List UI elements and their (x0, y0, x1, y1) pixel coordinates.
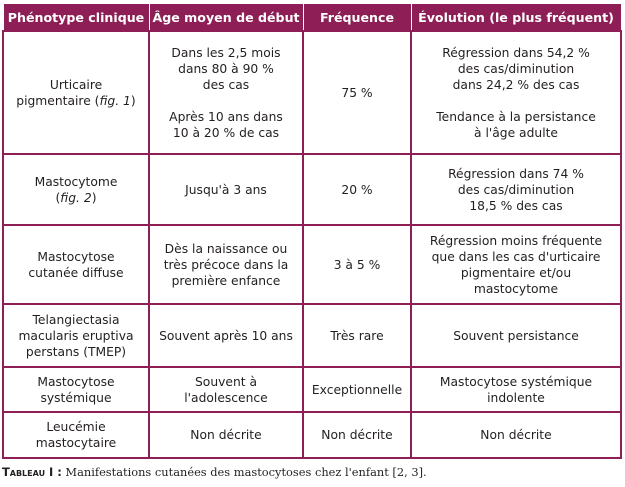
table-row (3, 367, 621, 412)
table-caption (2, 465, 427, 479)
cell-phenotype: Telangiectasia macularis eruptiva perstans (TMEP) (3, 304, 149, 367)
cell-phenotype: Leucémie mastocytaire (3, 412, 149, 458)
cell-phenotype: Mastocytose cutanée diffuse (3, 225, 149, 304)
cell-age: Dans les 2,5 mois dans 80 à 90 % des cas Après 10 ans dans 10 à 20 % de cas (149, 31, 303, 154)
header-phenotype: Phénotype clinique (3, 4, 149, 32)
header-frequence: Fréquence (303, 4, 411, 32)
table-row (3, 412, 621, 458)
header-row (3, 4, 621, 32)
cell-frequence: 20 % (303, 154, 411, 225)
table-row (3, 31, 621, 154)
cell-age: Souvent après 10 ans (149, 304, 303, 367)
table-row (3, 154, 621, 225)
cell-frequence: Non décrite (303, 412, 411, 458)
cell-phenotype: Mastocytose systémique (3, 367, 149, 412)
cell-phenotype: Urticaire pigmentaire (fig. 1) (3, 31, 149, 154)
cell-frequence: Très rare (303, 304, 411, 367)
cell-age: Jusqu'à 3 ans (149, 154, 303, 225)
cell-evolution: Régression dans 54,2 % des cas/diminution dans 24,2 % des cas Tendance à la persistance à l'âge adulte (411, 31, 621, 154)
cell-evolution: Non décrite (411, 412, 621, 458)
cell-evolution: Régression dans 74 % des cas/diminution 18,5 % des cas (411, 154, 621, 225)
cell-age: Non décrite (149, 412, 303, 458)
cell-age: Souvent à l'adolescence (149, 367, 303, 412)
cell-frequence: Exceptionnelle (303, 367, 411, 412)
mastocytosis-table (2, 3, 622, 459)
cell-evolution: Régression moins fréquente que dans les cas d'urticaire pigmentaire et/ou mastocytome (411, 225, 621, 304)
table-row (3, 225, 621, 304)
cell-frequence: 3 à 5 % (303, 225, 411, 304)
table-row (3, 304, 621, 367)
header-age: Âge moyen de début (149, 4, 303, 32)
cell-phenotype: Mastocytome (fig. 2) (3, 154, 149, 225)
caption-label: Tableau I : (2, 465, 62, 479)
header-evolution: Évolution (le plus fréquent) (411, 4, 621, 32)
cell-frequence: 75 % (303, 31, 411, 154)
cell-evolution: Souvent persistance (411, 304, 621, 367)
cell-evolution: Mastocytose systémique indolente (411, 367, 621, 412)
cell-age: Dès la naissance ou très précoce dans la première enfance (149, 225, 303, 304)
caption-text: Manifestations cutanées des mastocytoses chez l'enfant [2, 3]. (61, 465, 427, 479)
